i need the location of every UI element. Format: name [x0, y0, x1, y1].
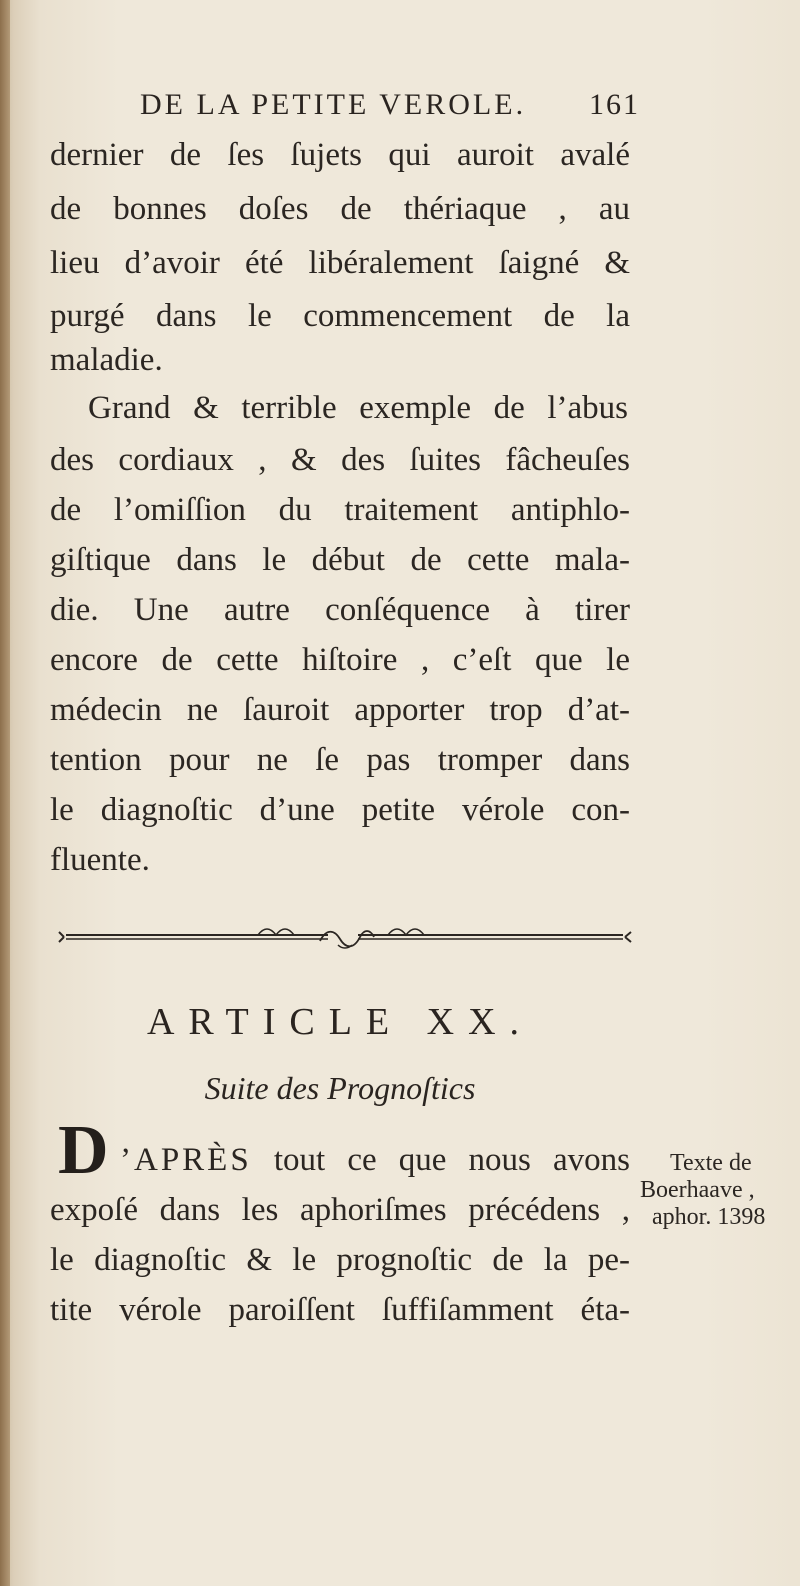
text-line: expoſé dans les aphoriſmes précédens , — [50, 1192, 630, 1228]
article-heading: ARTICLE XX. — [146, 1001, 534, 1043]
running-header — [140, 88, 640, 128]
text-line: tention pour ne ſe pas tromper dans — [50, 742, 630, 778]
text-line: tite vérole paroiſſent ſuffiſamment éta- — [50, 1292, 630, 1328]
text-line: encore de cette hiſtoire , c’eſt que le — [50, 642, 630, 678]
text-line: le diagnoſtic & le prognoſtic de la pe- — [50, 1242, 630, 1278]
text-line: Grand & terrible exemple de l’abus — [88, 390, 628, 426]
book-spine-edge — [0, 0, 10, 1586]
margin-note-line: Boerhaave , — [640, 1177, 755, 1203]
article-subtitle: Suite des Prognoſtics — [204, 1070, 476, 1106]
margin-note — [640, 1150, 792, 1231]
text-line: purgé dans le commencement de la — [50, 298, 630, 334]
text-line: de bonnes doſes de thériaque , au — [50, 191, 630, 227]
text-line: fluente. — [50, 842, 150, 878]
first-line-text: tout ce que nous avons — [273, 1142, 631, 1178]
running-title: DE LA PETITE VEROLE. — [140, 88, 527, 121]
text-line — [120, 1140, 630, 1180]
drop-cap: D — [58, 1112, 109, 1189]
margin-note-line: aphor. 1398 — [652, 1204, 766, 1230]
ornamental-rule — [58, 925, 633, 949]
smallcaps-word: ’APRÈS — [120, 1142, 252, 1178]
text-line: des cordiaux , & des ſuites fâcheuſes — [50, 442, 630, 478]
text-line: die. Une autre conſéquence à tirer — [50, 592, 630, 628]
text-line: giſtique dans le début de cette mala- — [50, 542, 630, 578]
page-number: 161 — [589, 88, 640, 121]
text-line: lieu d’avoir été libéralement ſaigné & — [50, 245, 630, 281]
text-line: médecin ne ſauroit apporter trop d’at- — [50, 692, 630, 728]
text-line: le diagnoſtic d’une petite vérole con- — [50, 792, 630, 828]
text-line: dernier de ſes ſujets qui auroit avalé — [50, 137, 630, 173]
text-line: maladie. — [50, 342, 163, 378]
margin-note-line: Texte de — [670, 1150, 752, 1176]
text-line: de l’omiſſion du traitement antiphlo- — [50, 492, 630, 528]
